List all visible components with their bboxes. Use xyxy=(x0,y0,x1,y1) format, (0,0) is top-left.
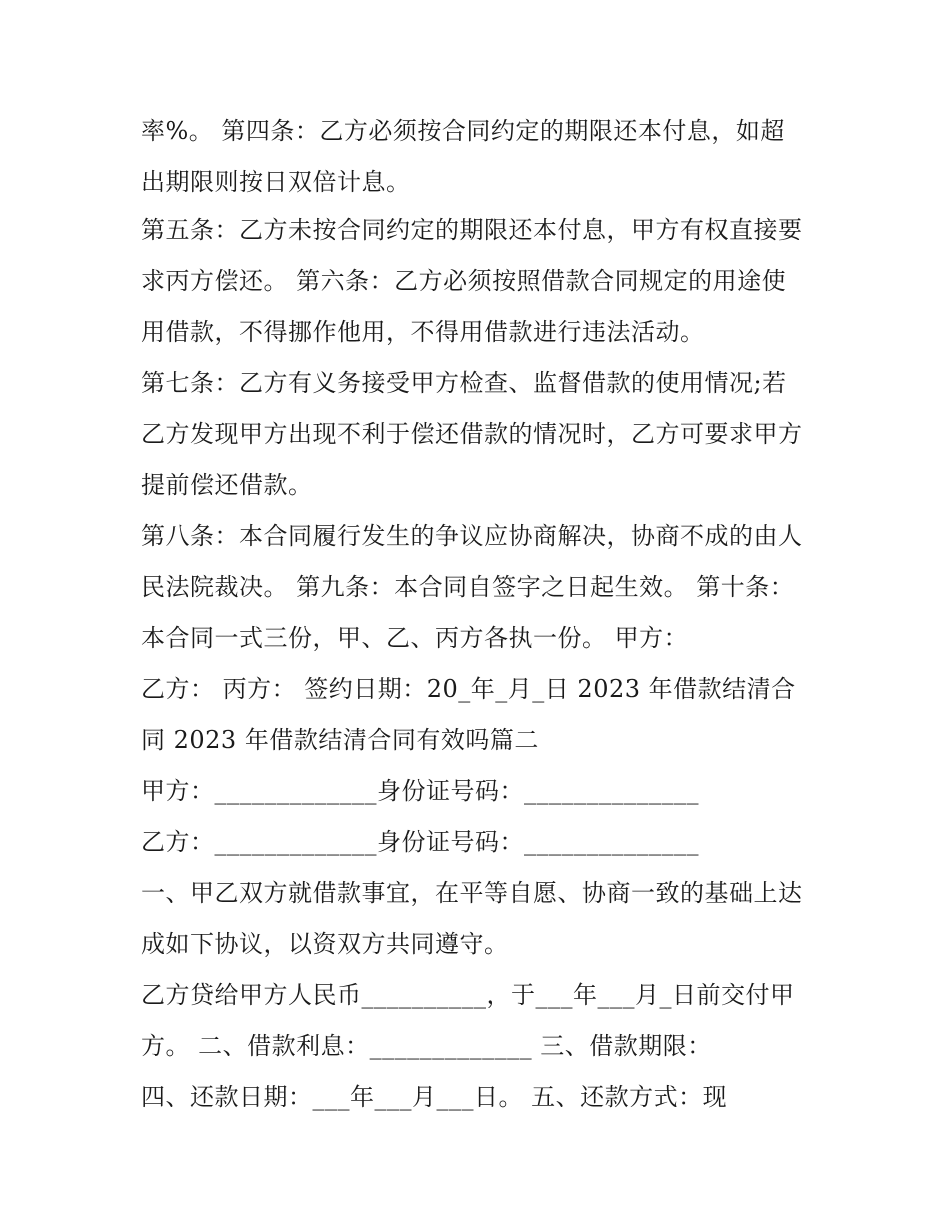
text-line: 率%。 第四条：乙方必须按合同约定的期限还本付息，如超 xyxy=(141,117,785,145)
text-line: 乙方：_____________身份证号码：______________ xyxy=(141,828,699,856)
text-line: 本合同一式三份，甲、乙、丙方各执一份。 甲方： xyxy=(141,624,689,652)
text-line: 用借款，不得挪作他用，不得用借款进行违法活动。 xyxy=(141,318,705,346)
text-line: 同 2023 年借款结清合同有效吗篇二 xyxy=(141,726,539,754)
text-line: 提前偿还借款。 xyxy=(141,471,313,499)
text-line: 民法院裁决。 第九条：本合同自签字之日起生效。 第十条： xyxy=(141,573,795,601)
text-line: 求丙方偿还。 第六条：乙方必须按照借款合同规定的用途使 xyxy=(141,267,787,295)
text-line: 第七条：乙方有义务接受甲方检查、监督借款的使用情况;若 xyxy=(141,369,787,397)
text-line: 成如下协议，以资双方共同遵守。 xyxy=(141,930,509,958)
text-line: 乙方贷给甲方人民币__________，于___年___月_日前交付甲 xyxy=(141,981,795,1009)
text-line: 出期限则按日双倍计息。 xyxy=(141,168,411,196)
text-line: 四、还款日期：___年___月___日。 五、还款方式：现 xyxy=(141,1083,728,1111)
text-line: 方。 二、借款利息：_____________ 三、借款期限： xyxy=(141,1032,712,1060)
text-line: 乙方： 丙方： 签约日期：20_年_月_日 2023 年借款结清合 xyxy=(141,675,796,703)
text-line: 第五条：乙方未按合同约定的期限还本付息，甲方有权直接要 xyxy=(141,216,803,244)
text-line: 第八条：本合同履行发生的争议应协商解决，协商不成的由人 xyxy=(141,522,803,550)
text-line: 甲方：_____________身份证号码：______________ xyxy=(141,777,699,805)
text-line: 乙方发现甲方出现不利于偿还借款的情况时，乙方可要求甲方 xyxy=(141,420,803,448)
text-line: 一、甲乙双方就借款事宜，在平等自愿、协商一致的基础上达 xyxy=(141,879,803,907)
